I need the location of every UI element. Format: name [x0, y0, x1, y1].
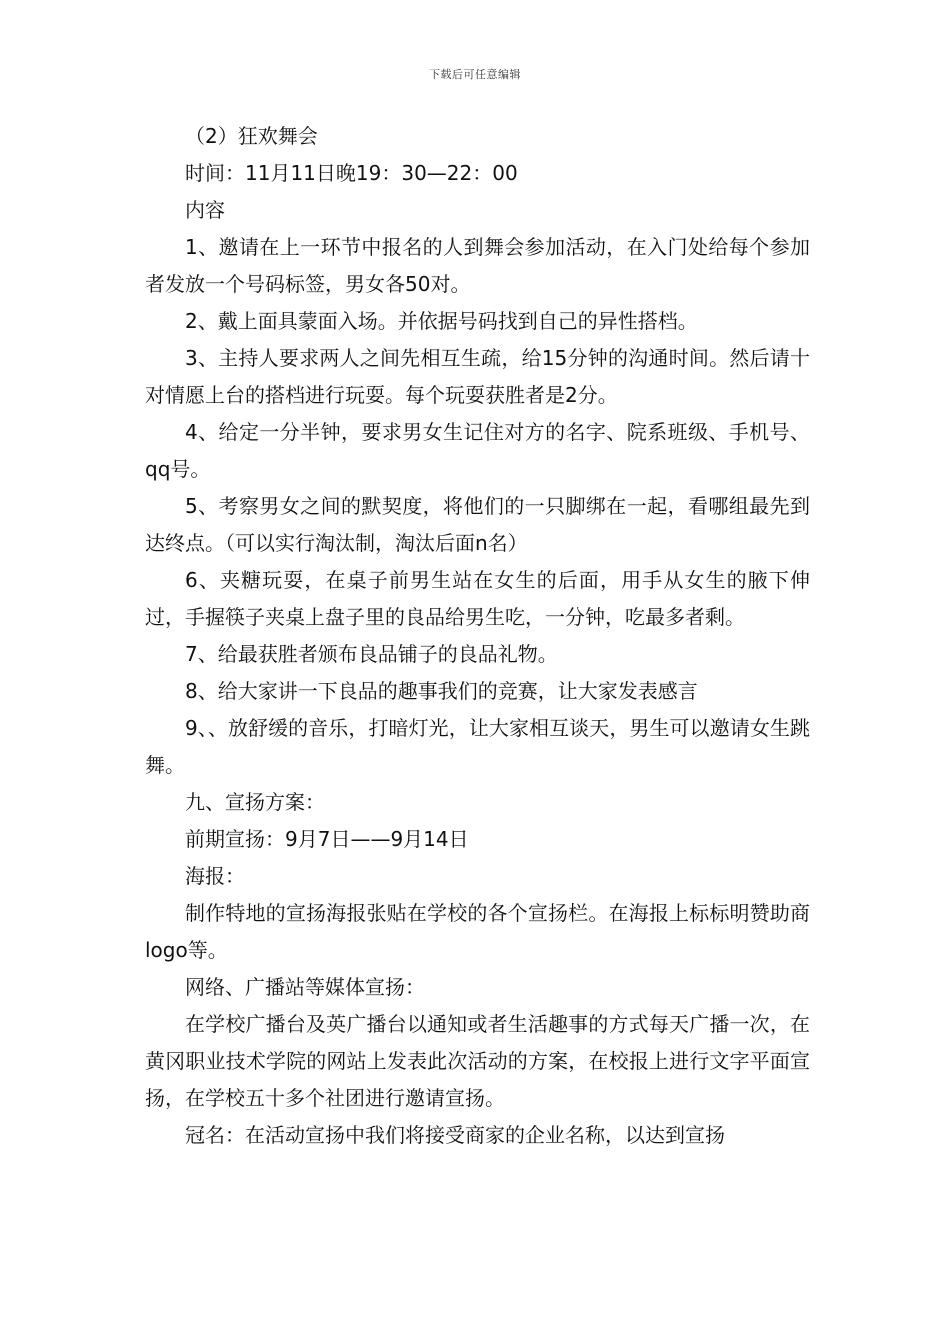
- content-item-1: 1、邀请在上一环节中报名的人到舞会参加活动，在入门处给每个参加者发放一个号码标签，男女各50对。: [145, 235, 810, 296]
- content-item-4: 4、给定一分半钟，要求男女生记住对方的名字、院系班级、手机号、qq号。: [145, 420, 810, 481]
- content-item-9: 9、、放舒缓的音乐，打暗灯光，让大家相互谈天，男生可以邀请女生跳舞。: [145, 716, 810, 777]
- content-item-6: 6、夹糖玩耍，在桌子前男生站在女生的后面，用手从女生的腋下伸过，手握筷子夹桌上盘子里的良品给男生吃，一分钟，吃最多者剩。: [145, 568, 810, 629]
- sponsorship-naming: 冠名：在活动宣扬中我们将接受商家的企业名称，以达到宣扬: [185, 1123, 725, 1147]
- content-item-2: 2、戴上面具蒙面入场。并依据号码找到自己的异性搭档。: [185, 309, 698, 333]
- poster-description: 制作特地的宣扬海报张贴在学校的各个宣扬栏。在海报上标标明赞助商logo等。: [145, 901, 810, 962]
- content-item-5: 5、考察男女之间的默契度，将他们的一只脚绑在一起，看哪组最先到达终点。（可以实行淘汰制，淘汰后面n名）: [145, 494, 810, 555]
- content-heading: 内容: [185, 198, 225, 222]
- content-item-3: 3、主持人要求两人之间先相互生疏，给15分钟的沟通时间。然后请十对情愿上台的搭档进行玩耍。每个玩耍获胜者是2分。: [145, 346, 810, 407]
- page-header-note: 下载后可任意编辑: [429, 68, 521, 81]
- event-time: 时间：11月11日晚19：30—22：00: [185, 161, 518, 185]
- media-heading: 网络、广播站等媒体宣扬：: [185, 975, 425, 999]
- content-item-7: 7、给最获胜者颁布良品铺子的良品礼物。: [185, 642, 558, 666]
- section-title-promotion: 九、宣扬方案：: [185, 790, 325, 814]
- document-body: [145, 118, 810, 1154]
- section-title-carnival-dance: （2）狂欢舞会: [185, 124, 318, 148]
- content-item-8: 8、给大家讲一下良品的趣事我们的竞赛，让大家发表感言: [185, 679, 698, 703]
- media-description: 在学校广播台及英广播台以通知或者生活趣事的方式每天广播一次，在黄冈职业技术学院的网站上发表此次活动的方案，在校报上进行文字平面宣扬，在学校五十多个社团进行邀请宣扬。: [145, 1012, 810, 1110]
- promotion-period: 前期宣扬：9月7日——9月14日: [185, 827, 469, 851]
- poster-heading: 海报：: [185, 864, 245, 888]
